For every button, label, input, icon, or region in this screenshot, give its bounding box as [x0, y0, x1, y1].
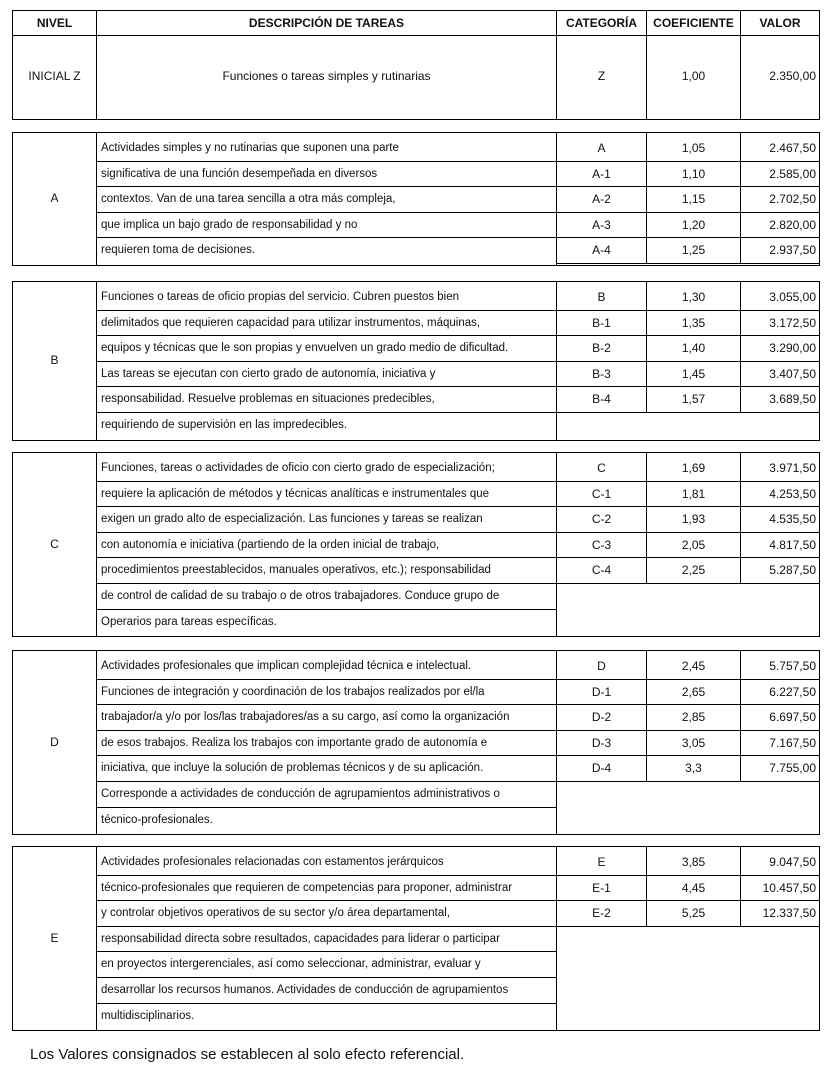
row-valor: 10.457,50 [762, 880, 816, 895]
description-underline [97, 557, 557, 558]
description-underline [97, 212, 557, 213]
row-coeficiente: 1,57 [681, 392, 706, 407]
value-row-underline [556, 926, 820, 927]
value-row-underline [556, 263, 820, 264]
description-line: equipos y técnicas que le son propias y envuelven un grado medio de dificultad. [101, 342, 509, 355]
description-line: significativa de una función desempeñada en diversos [101, 167, 378, 180]
row-categoria: A-2 [592, 192, 611, 207]
value-row-underline [556, 361, 820, 362]
description-line: en proyectos intergerenciales, así como seleccionar, administrar, evaluar y [101, 958, 481, 971]
description-underline [97, 186, 557, 187]
row-coeficiente: 1,35 [681, 315, 706, 330]
initial-descripcion: Funciones o tareas simples y rutinarias [222, 69, 431, 83]
row-coeficiente: 1,20 [681, 217, 706, 232]
description-line: Funciones, tareas o actividades de oficio con cierto grado de especialización; [101, 462, 495, 474]
row-coeficiente: 2,85 [681, 710, 706, 725]
description-underline [97, 532, 557, 533]
header-categoria: CATEGORÍA [565, 16, 638, 30]
row-valor: 5.757,50 [769, 659, 816, 673]
description-underline [97, 755, 557, 756]
value-row-underline [556, 704, 820, 705]
group-b-block [12, 281, 820, 441]
row-valor: 2.467,50 [769, 141, 816, 155]
description-underline [97, 310, 557, 311]
description-line: requieren toma de decisiones. [101, 244, 256, 257]
row-categoria: A-1 [592, 166, 611, 181]
row-categoria: D [597, 659, 606, 673]
row-valor: 2.702,50 [769, 192, 816, 207]
description-line: Las tareas se ejecutan con cierto grado de autonomía, iniciativa y [101, 367, 436, 380]
row-categoria: D-3 [591, 735, 612, 750]
row-categoria: A-3 [592, 217, 611, 232]
description-line: Funciones o tareas de oficio propias del servicio. Cubren puestos bien [101, 291, 459, 303]
row-coeficiente: 3,05 [681, 735, 706, 750]
description-underline [97, 679, 557, 680]
row-coeficiente: 2,05 [681, 537, 706, 552]
header-coeficiente: COEFICIENTE [653, 16, 734, 30]
row-categoria: B-4 [592, 392, 611, 407]
initial-categoria: Z [597, 69, 606, 83]
group-nivel-label: D [50, 735, 59, 749]
row-coeficiente: 2,65 [681, 684, 706, 699]
row-valor: 5.287,50 [769, 563, 816, 578]
row-valor: 3.172,50 [769, 315, 816, 330]
description-line: requiere la aplicación de métodos y técnicas analíticas e instrumentales que [101, 487, 490, 500]
description-underline [97, 506, 557, 507]
group-nivel-label: C [50, 537, 59, 551]
group-nivel-label: E [50, 931, 59, 945]
value-row-underline [556, 532, 820, 533]
description-underline [97, 977, 557, 978]
description-underline [97, 412, 557, 413]
row-coeficiente: 1,30 [681, 290, 706, 304]
row-valor: 6.697,50 [769, 710, 816, 725]
description-line: trabajador/a y/o por los/las trabajadores/as a su cargo, así como la organización [101, 711, 510, 724]
description-line: responsabilidad. Resuelve problemas en situaciones predecibles, [101, 393, 435, 406]
description-underline [97, 900, 557, 901]
value-row-underline [556, 900, 820, 901]
row-valor: 7.167,50 [769, 735, 816, 750]
description-underline [97, 386, 557, 387]
description-line: técnico-profesionales que requieren de competencias para proponer, administrar [101, 881, 513, 894]
row-coeficiente: 1,45 [681, 366, 706, 381]
row-valor: 2.820,00 [769, 217, 816, 232]
description-underline [97, 875, 557, 876]
row-valor: 4.535,50 [769, 512, 816, 527]
group-c-block [12, 452, 820, 637]
description-line: con autonomía e iniciativa (partiendo de la orden inicial de trabajo, [101, 538, 440, 551]
row-coeficiente: 1,81 [681, 486, 706, 501]
initial-valor: 2.350,00 [769, 69, 816, 83]
row-coeficiente: 4,45 [681, 880, 706, 895]
description-underline [97, 161, 557, 162]
value-row-underline [556, 557, 820, 558]
value-row-underline [556, 386, 820, 387]
row-categoria: E-1 [592, 880, 611, 895]
description-line: iniciativa, que incluye la solución de problemas técnicos y de su aplicación. [101, 762, 484, 775]
header-nivel: NIVEL [36, 16, 73, 30]
value-row-underline [556, 310, 820, 311]
initial-coeficiente: 1,00 [681, 69, 706, 83]
row-categoria: C-3 [591, 537, 612, 552]
description-line: que implica un bajo grado de responsabilidad y no [101, 218, 358, 231]
row-valor: 7.755,00 [769, 761, 816, 776]
description-line: Actividades profesionales que implican complejidad técnica e intelectual. [101, 660, 472, 672]
row-categoria: C [597, 461, 606, 475]
row-valor: 3.055,00 [769, 290, 816, 304]
value-row-underline [556, 161, 820, 162]
description-underline [97, 361, 557, 362]
row-coeficiente: 3,3 [685, 761, 702, 776]
description-underline [97, 481, 557, 482]
description-underline [97, 730, 557, 731]
value-row-underline [556, 781, 820, 782]
value-row-underline [556, 481, 820, 482]
row-categoria: D-1 [591, 684, 612, 699]
description-line: Funciones de integración y coordinación de los trabajos realizados por el/la [101, 685, 485, 698]
value-row-underline [556, 730, 820, 731]
row-categoria: C-1 [591, 486, 612, 501]
value-row-underline [556, 506, 820, 507]
group-nivel-divider [96, 133, 97, 265]
description-underline [97, 807, 557, 808]
group-nivel-label: B [50, 353, 59, 367]
row-coeficiente: 1,93 [681, 512, 706, 527]
value-row-underline [556, 237, 820, 238]
description-line: desarrollar los recursos humanos. Actividades de conducción de agrupamientos [101, 984, 509, 996]
header-descripcion: DESCRIPCIÓN DE TAREAS [248, 16, 405, 30]
row-coeficiente: 3,85 [681, 855, 706, 869]
description-line: de control de calidad de su trabajo o de otros trabajadores. Conduce grupo de [101, 590, 500, 602]
row-categoria: D-4 [591, 761, 612, 776]
value-row-underline [556, 186, 820, 187]
row-valor: 2.585,00 [769, 166, 816, 181]
description-line: Corresponde a actividades de conducción de agrupamientos administrativos o [101, 788, 500, 800]
row-valor: 3.290,00 [769, 341, 816, 356]
value-row-underline [556, 583, 820, 584]
description-underline [97, 583, 557, 584]
row-valor: 9.047,50 [769, 855, 816, 869]
initial-nivel: INICIAL Z [28, 69, 81, 83]
header-bottom-line [13, 35, 819, 36]
description-line: Actividades simples y no rutinarias que suponen una parte [101, 142, 399, 154]
description-line: delimitados que requieren capacidad para utilizar instrumentos, máquinas, [101, 316, 481, 329]
value-row-underline [556, 335, 820, 336]
row-categoria: B-2 [592, 341, 611, 356]
header-and-initial-block [12, 10, 820, 120]
value-row-underline [556, 679, 820, 680]
row-coeficiente: 5,25 [681, 906, 706, 921]
row-coeficiente: 2,25 [681, 563, 706, 578]
row-categoria: C-4 [591, 563, 612, 578]
row-valor: 3.689,50 [769, 392, 816, 407]
row-coeficiente: 1,69 [681, 461, 706, 475]
description-line: requiriendo de supervisión en las impredecibles. [101, 419, 348, 431]
row-categoria: E [597, 855, 606, 869]
group-a-block [12, 132, 820, 266]
row-coeficiente: 1,10 [681, 166, 706, 181]
row-valor: 2.937,50 [769, 243, 816, 258]
group-e-block [12, 846, 820, 1031]
description-line: contextos. Van de una tarea sencilla a otra más compleja, [101, 193, 396, 206]
row-categoria: A [597, 141, 606, 155]
value-row-underline [556, 755, 820, 756]
description-underline [97, 237, 557, 238]
row-categoria: B-1 [592, 315, 611, 330]
value-row-underline [556, 412, 820, 413]
row-valor: 3.407,50 [769, 366, 816, 381]
row-categoria: B-3 [592, 366, 611, 381]
description-underline [97, 781, 557, 782]
description-underline [97, 1003, 557, 1004]
row-categoria: A-4 [592, 243, 611, 258]
description-line: Actividades profesionales relacionadas con estamentos jerárquicos [101, 856, 444, 868]
description-line: responsabilidad directa sobre resultados, capacidades para liderar o participar [101, 932, 500, 945]
row-valor: 6.227,50 [769, 684, 816, 699]
row-categoria: B [597, 290, 606, 304]
row-valor: 4.817,50 [769, 537, 816, 552]
row-valor: 12.337,50 [762, 906, 816, 921]
row-coeficiente: 1,15 [681, 192, 706, 207]
description-underline [97, 609, 557, 610]
value-row-underline [556, 212, 820, 213]
group-d-block [12, 650, 820, 835]
row-valor: 4.253,50 [769, 486, 816, 501]
value-row-underline [556, 875, 820, 876]
group-nivel-label: A [50, 191, 59, 205]
description-underline [97, 926, 557, 927]
row-valor: 3.971,50 [769, 461, 816, 475]
row-categoria: D-2 [591, 710, 612, 725]
description-line: exigen un grado alto de especialización. Las funciones y tareas se realizan [101, 513, 483, 526]
description-line: procedimientos preestablecidos, manuales operativos, etc.); responsabilidad [101, 564, 491, 577]
description-underline [97, 704, 557, 705]
description-line: Operarios para tareas específicas. [101, 615, 277, 628]
description-underline [97, 951, 557, 952]
description-line: y controlar objetivos operativos de su sector y/o área departamental, [101, 907, 451, 920]
row-categoria: C-2 [591, 512, 612, 527]
footer-note: Los Valores consignados se establecen al solo efecto referencial. [30, 1046, 465, 1063]
row-coeficiente: 1,05 [681, 141, 706, 155]
row-coeficiente: 1,40 [681, 341, 706, 356]
row-coeficiente: 1,25 [681, 243, 706, 258]
row-coeficiente: 2,45 [681, 659, 706, 673]
description-line: de esos trabajos. Realiza los trabajos con importante grado de autonomía e [101, 736, 488, 749]
header-valor: VALOR [759, 16, 801, 30]
description-underline [97, 335, 557, 336]
description-line: multidisciplinarios. [101, 1009, 195, 1022]
description-line: técnico-profesionales. [101, 813, 213, 826]
row-categoria: E-2 [592, 906, 611, 921]
